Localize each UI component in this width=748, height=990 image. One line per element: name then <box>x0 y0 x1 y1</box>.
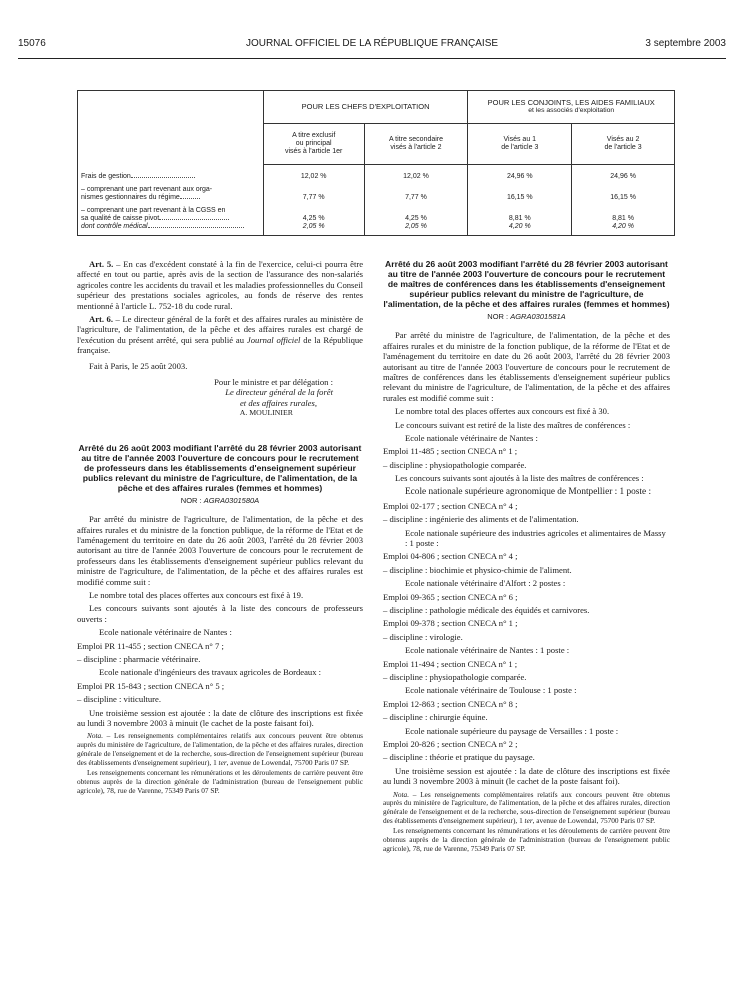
list-item: – discipline : chirurgie équine. <box>383 712 488 723</box>
issue-date: 3 septembre 2003 <box>645 38 726 49</box>
list-item: Ecole nationale supérieure des industries agricoles et alimentaires de Massy : 1 poste : <box>405 527 666 548</box>
nota-paragraph: Les renseignements concernant les rémunérations et les déroulements de carrière peuvent être obtenus auprès de la direction générale de l'administration (bureau de l'enseignement public agricole), 78, rue de Varenne, 75349 Paris 07 SP. <box>383 826 670 853</box>
article-6: Art. 6. – Le directeur général de la forêt et des affaires rurales au ministère de l'agriculture, de l'alimentation, de la pêche et des affaires rurales est chargé de l'exécution du présent arrêté, qui sera publié au Journal officiel de la République française. <box>77 314 364 356</box>
signature-line: Pour le ministre et par délégation : <box>214 377 333 388</box>
decree-title: Arrêté du 26 août 2003 modifiant l'arrêté du 28 février 2003 autorisant au titre de l'année 2003 l'ouverture de concours pour le recrutement de professeurs dans les établissements d'enseignement supérieur publics relevant du ministre de l'agriculture, de l'alimentation, de la pêche et des affaires rurales (femmes et hommes) <box>78 442 362 493</box>
table-row <box>78 223 675 236</box>
signature-line: et des affaires rurales, <box>239 397 317 408</box>
body-paragraph: Le concours suivant est retiré de la liste des maîtres de conférences : <box>395 419 631 430</box>
column-header-line: de l'article 3 <box>604 144 642 151</box>
journal-title: JOURNAL OFFICIEL DE LA RÉPUBLIQUE FRANÇAISE <box>245 38 499 49</box>
list-item: Emploi PR 15-843 ; section CNECA n° 5 ; <box>77 680 225 691</box>
table-cell: 16,15 % <box>468 181 572 202</box>
column-header <box>364 124 468 165</box>
list-item: Emploi 09-365 ; section CNECA n° 6 ; <box>383 591 518 602</box>
list-item: Ecole nationale supérieure du paysage de Versailles : 1 poste : <box>405 725 619 736</box>
signature-date: Fait à Paris, le 25 août 2003. <box>89 360 188 371</box>
body-paragraph: Les concours suivants sont ajoutés à la liste des maîtres de conférences : <box>395 473 644 484</box>
position-list <box>383 487 670 763</box>
table-cell: 24,96 % <box>572 165 675 182</box>
column-group-header <box>468 91 675 124</box>
article-label: Art. 6. <box>89 314 114 325</box>
list-item: – discipline : théorie et pratique du paysage. <box>383 752 535 763</box>
list-item: Emploi 11-494 ; section CNECA n° 1 ; <box>383 658 518 669</box>
body-paragraph: Le nombre total des places offertes aux concours est fixé à 30. <box>395 406 610 417</box>
signatory-name: A. MOULINIER <box>239 408 293 418</box>
list-item: Ecole nationale supérieure agronomique de Montpellier : 1 poste : <box>405 486 652 497</box>
table-cell: 2,05 % <box>364 223 468 236</box>
list-item: – discipline : ingénierie des aliments et de l'alimentation. <box>383 514 579 525</box>
table-cell: 8,81 % <box>572 202 675 223</box>
column-header-line: A titre exclusif <box>292 131 336 139</box>
column-header-line: de l'article 3 <box>501 144 539 151</box>
list-item: Ecole nationale vétérinaire de Nantes : <box>99 627 232 638</box>
list-item: Emploi 11-485 ; section CNECA n° 1 ; <box>383 446 518 457</box>
signature-line: Le directeur général de la forêt <box>225 387 333 398</box>
table-cell: 4,20 % <box>468 223 572 236</box>
column-header-line: visés à l'article 2 <box>390 144 442 151</box>
list-item: Ecole nationale vétérinaire de Nantes : 1 poste : <box>405 645 570 656</box>
list-item: – discipline : viticulture. <box>77 694 162 705</box>
list-item: – discipline : pathologie médicale des équidés et carnivores. <box>383 604 590 615</box>
list-item: Emploi PR 11-455 ; section CNECA n° 7 ; <box>77 640 224 651</box>
list-item: Ecole nationale vétérinaire de Toulouse : 1 poste : <box>405 685 577 696</box>
table-cell: 12,02 % <box>364 165 468 182</box>
body-paragraph: Par arrêté du ministre de l'agriculture, de l'alimentation, de la pêche et des affaires rurales et du ministre de la fonction publique, de la réforme de l'Etat et de l'aménagement du territoire en date du 26 août 2003, l'arrêté du 28 février 2003 autorisant au titre de l'année 2003 l'ouverture de concours pour le recrutement de professeurs dans les établissements d'enseignement supérieur publics relevant du ministre de l'agriculture, de l'alimentation, de la pêche et des affaires rurales est modifié comme suit : <box>77 514 363 587</box>
list-item: – discipline : biochimie et physico-chimie de l'aliment. <box>383 564 572 575</box>
row-label: dont contrôle médical <box>78 223 264 236</box>
page-header <box>18 38 726 54</box>
fees-table <box>77 90 675 236</box>
nota-block <box>383 791 670 854</box>
nota-paragraph: Les renseignements concernant les rémunérations et les déroulements de carrière peuvent être obtenus auprès de la direction générale de l'administration (bureau de l'enseignement public agricole), 78, rue de Varenne, 75349 Paris 07 SP. <box>77 768 363 795</box>
left-column <box>77 259 363 797</box>
article-5: Art. 5. – En cas d'excédent constaté à la fin de l'exercice, celui-ci pourra être affecté en tout ou partie, après avis de la section de l'assurance des non-salariés agricoles contre les accidents du travail et les maladies professionnelles du Conseil supérieur des prestations sociales agricoles, au fonds de réserve des rentes mentionné à l'article L. 752-18 du code rural. <box>77 259 364 311</box>
table-cell: 7,77 % <box>364 181 468 202</box>
body-paragraph: Une troisième session est ajoutée : la date de clôture des inscriptions est fixée au lundi 3 novembre 2003 à minuit (le cachet de la poste faisant foi). <box>383 765 670 787</box>
list-item: Ecole nationale vétérinaire de Nantes : <box>405 433 538 444</box>
column-header <box>263 124 364 165</box>
nota-paragraph: Nota. – Les renseignements complémentaires relatifs aux concours peuvent être obtenus auprès du ministère de l'agriculture, de l'alimentation, de la pêche et des affaires rurales, direction générale de l'enseignement et de la recherche, sous-direction de l'enseignement supérieur (bureau des établissements d'enseignement supérieur), 1 ter, avenue de Lowendal, 75700 Paris 07 SP. <box>383 789 670 825</box>
column-group-header: POUR LES CHEFS D'EXPLOITATION <box>263 91 468 124</box>
list-item: Emploi 04-806 ; section CNECA n° 4 ; <box>383 551 518 562</box>
table-cell: 24,96 % <box>468 165 572 182</box>
table-row <box>78 202 675 223</box>
table-cell: 16,15 % <box>572 181 675 202</box>
table-cell: 4,25 % <box>364 202 468 223</box>
table-cell: 7,77 % <box>263 181 364 202</box>
table-cell: 4,20 % <box>572 223 675 236</box>
list-item: Emploi 12-863 ; section CNECA n° 8 ; <box>383 698 518 709</box>
column-header-line: A titre secondaire <box>388 135 444 143</box>
nota-paragraph: Nota. – Les renseignements complémentaires relatifs aux concours peuvent être obtenus auprès du ministère de l'agriculture, de l'alimentation, de la pêche et des affaires rurales, direction générale de l'enseignement et de la recherche, sous-direction de l'enseignement supérieur (bureau des établissements d'enseignement supérieur), 1 ter, avenue de Lowendal, 75700 Paris 07 SP. <box>77 731 363 767</box>
nor-reference: NOR : AGRA0301581A <box>487 312 566 321</box>
row-label: – comprenant une part revenant à la CGSS en sa qualité de caisse pivot <box>78 202 264 223</box>
list-item: Ecole nationale vétérinaire d'Alfort : 2 postes : <box>405 578 566 589</box>
column-group-header-line: et les associés d'exploitation <box>528 107 615 115</box>
header-rule <box>18 58 726 59</box>
list-item: Emploi 02-177 ; section CNECA n° 4 ; <box>383 500 518 511</box>
column-group-header-line: POUR LES CONJOINTS, LES AIDES FAMILIAUX <box>487 97 655 107</box>
list-item: – discipline : physiopathologie comparée. <box>383 459 527 470</box>
body-paragraph: Le nombre total des places offertes aux concours est fixé à 19. <box>89 589 304 600</box>
body-paragraph: Par arrêté du ministre de l'agriculture, de l'alimentation, de la pêche et des affaires rurales et du ministre de la fonction publique, de la réforme de l'Etat et de l'aménagement du territoire en date du 26 août 2003, l'arrêté du 28 février 2003 autorisant au titre de l'année 2003 l'ouverture de concours pour le recrutement de maîtres de conférences dans les établissements d'enseignement supérieur publics relevant du ministre de l'agriculture, de l'alimentation, de la pêche et des affaires rurales est modifié comme suit : <box>383 330 670 403</box>
body-paragraph: Une troisième session est ajoutée : la date de clôture des inscriptions est fixée au lundi 3 novembre 2003 à minuit (le cachet de la poste faisant foi). <box>77 707 363 728</box>
right-column <box>383 259 670 856</box>
column-header <box>572 124 675 165</box>
table-row <box>78 181 675 202</box>
column-header-line: Visés au 2 <box>606 135 640 143</box>
table-cell: 4,25 % <box>263 202 364 223</box>
row-label: Frais de gestion <box>78 165 264 182</box>
table-corner <box>78 91 264 124</box>
list-item: Emploi 20-826 ; section CNECA n° 2 ; <box>383 739 518 749</box>
table-corner <box>78 124 264 165</box>
list-item: – discipline : virologie. <box>383 631 463 642</box>
column-header-line: ou principal <box>295 139 332 147</box>
list-item: Emploi 09-378 ; section CNECA n° 1 ; <box>383 618 518 629</box>
table-cell: 8,81 % <box>468 202 572 223</box>
list-item: – discipline : pharmacie vétérinaire. <box>77 653 201 664</box>
column-header-line: visés à l'article 1er <box>284 148 343 156</box>
nor-reference: NOR : AGRA0301580A <box>180 495 260 505</box>
article-label: Art. 5. <box>89 259 114 269</box>
list-item: Ecole nationale d'ingénieurs des travaux agricoles de Bordeaux : <box>99 667 322 678</box>
table-row <box>78 165 675 182</box>
row-label: – comprenant une part revenant aux orga- nismes gestionnaires du régime <box>78 181 264 202</box>
column-header <box>468 124 572 165</box>
page-number: 15076 <box>18 38 46 49</box>
nota-block <box>77 732 363 795</box>
body-paragraph: Les concours suivants sont ajoutés à la liste des concours de professeurs ouverts : <box>77 603 363 624</box>
table-cell: 2,05 % <box>263 223 364 236</box>
list-item: – discipline : physiopathologie comparée. <box>383 671 527 682</box>
decree-title: Arrêté du 26 août 2003 modifiant l'arrêté du 28 février 2003 autorisant au titre de l'année 2003 l'ouverture de concours pour le recrutement de maîtres de conférences dans les établissements d'enseignement supérieur publics relevant du ministre de l'agriculture, de l'alimentation, de la pêche et des affaires rurales (femmes et hommes) <box>383 259 670 309</box>
table-cell: 12,02 % <box>263 165 364 182</box>
column-header-line: Visés au 1 <box>503 135 537 143</box>
